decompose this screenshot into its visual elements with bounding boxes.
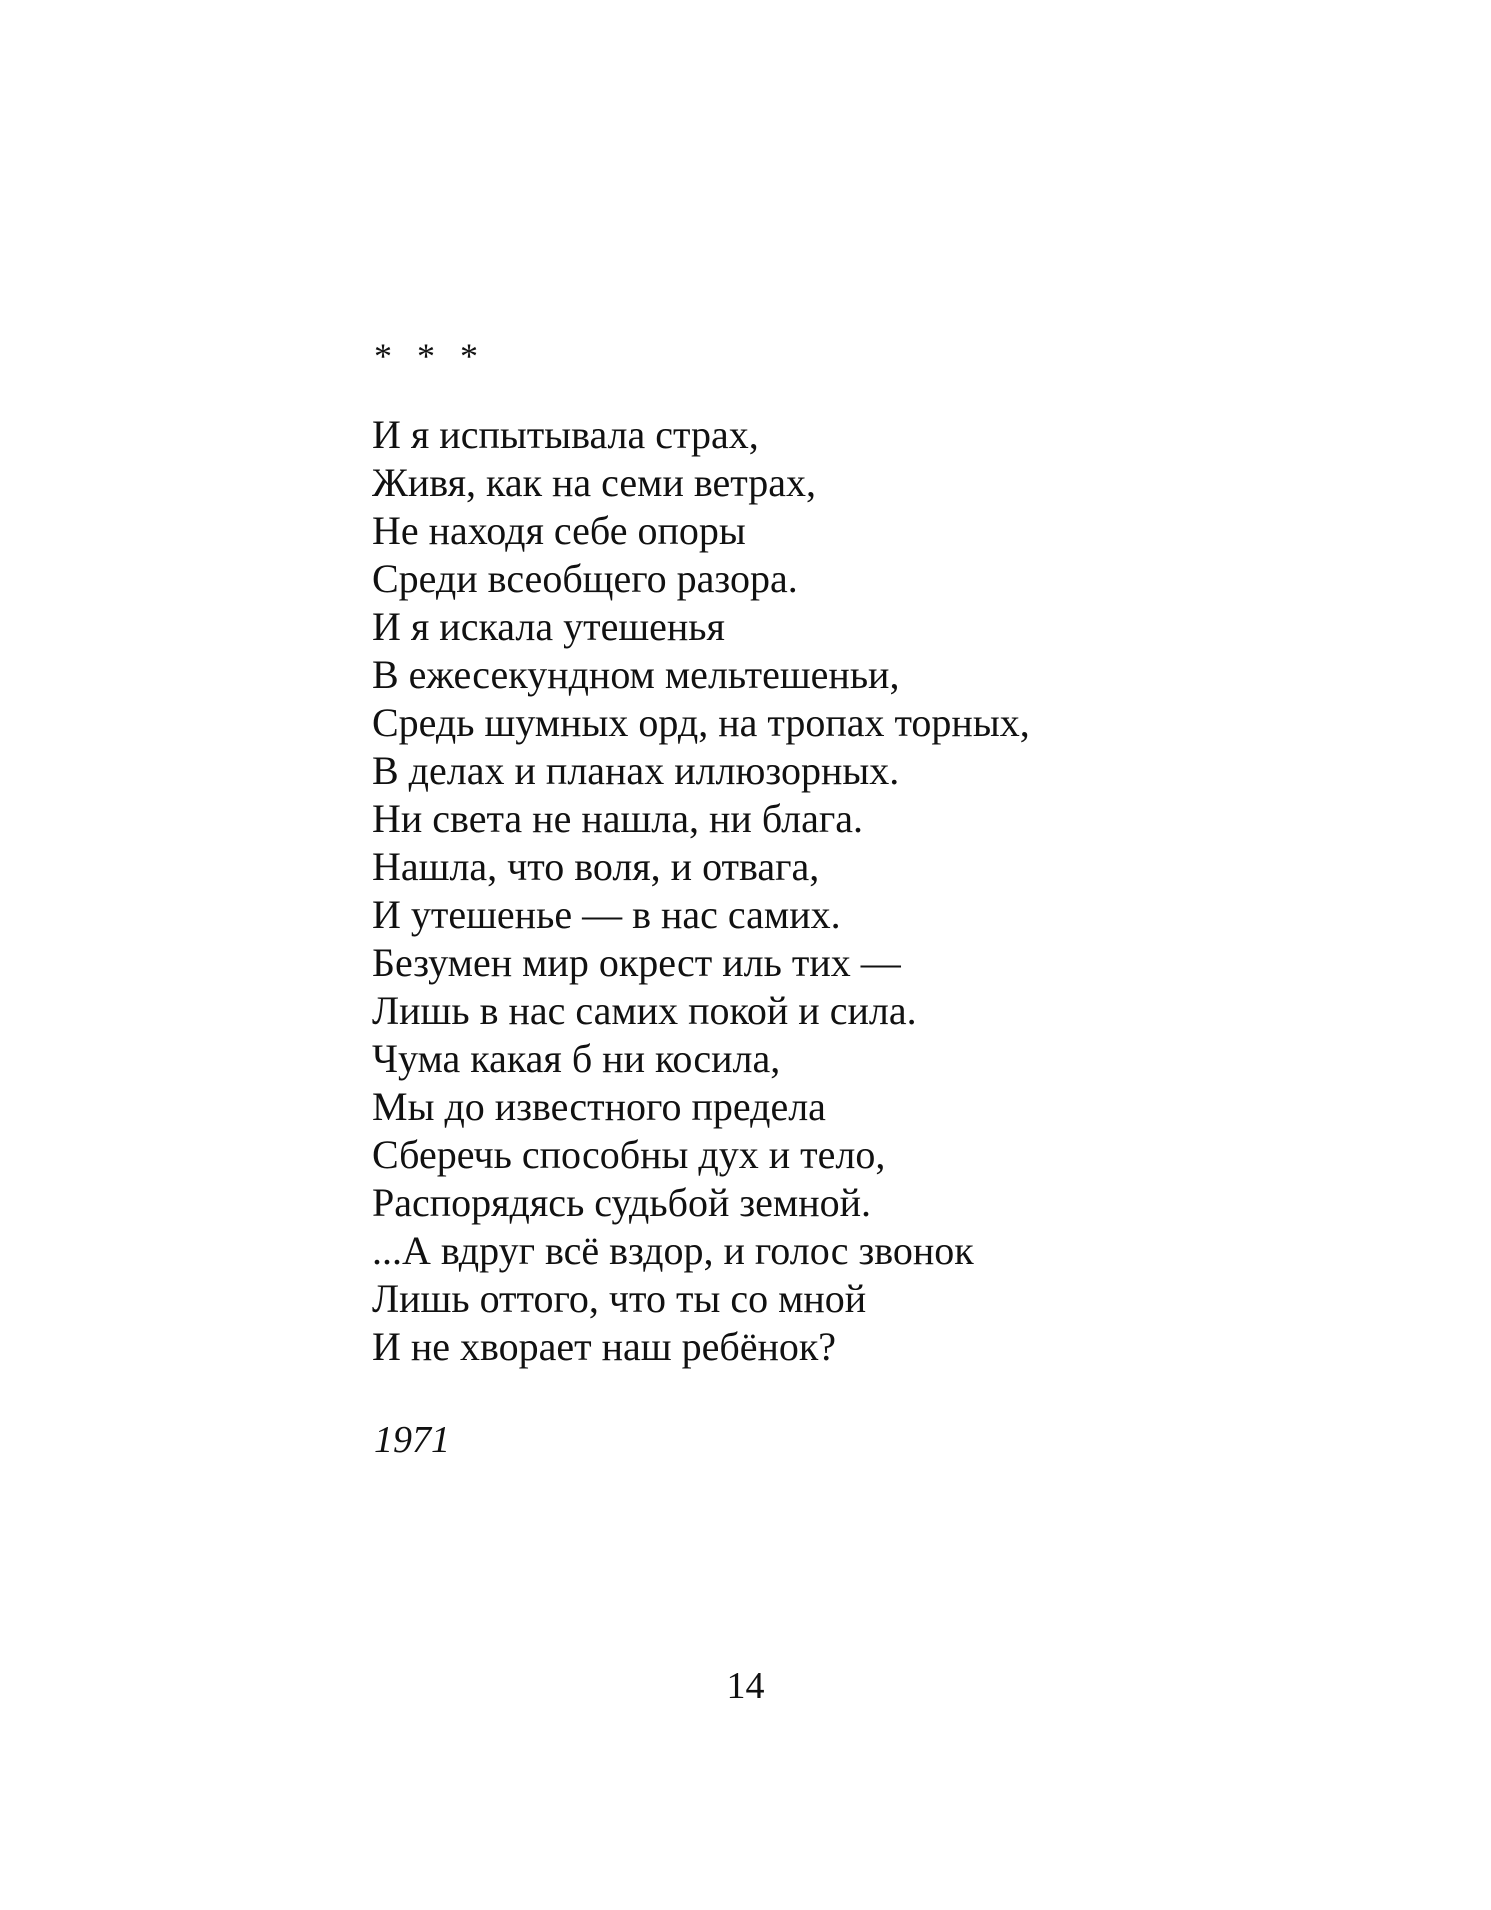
page-number: 14 <box>726 1665 765 1707</box>
poem-line: И я испытывала страх, <box>372 412 759 457</box>
poem-line: Лишь в нас самих покой и сила. <box>372 988 917 1033</box>
poem-line: И я искала утешенья <box>372 604 725 649</box>
poem-line: Средь шумных орд, на тропах торных, <box>372 700 1030 745</box>
poem-line: И утешенье — в нас самих. <box>372 892 841 937</box>
poem-year: 1971 <box>374 1419 450 1461</box>
poem-line: Нашла, что воля, и отвага, <box>372 844 820 889</box>
poem-line: Чума какая б ни косила, <box>372 1036 781 1081</box>
poem-line: Распорядясь судьбой земной. <box>372 1180 872 1225</box>
poem-line: Мы до известного предела <box>372 1084 826 1129</box>
poem-line: Лишь оттого, что ты со мной <box>372 1276 867 1321</box>
poem-line: Не находя себе опоры <box>372 508 746 553</box>
poem-line: ...А вдруг всё вздор, и голос звонок <box>372 1228 974 1273</box>
poem-line: Ни света не нашла, ни блага. <box>372 796 864 841</box>
poem-line: Сберечь способны дух и тело, <box>372 1132 886 1177</box>
poem-separator: * * * <box>374 336 486 376</box>
poem-line: Живя, как на семи ветрах, <box>372 460 817 505</box>
poem-line: Среди всеобщего разора. <box>372 556 798 601</box>
poem-line: В ежесекундном мельтешеньи, <box>372 652 900 697</box>
poem-line: И не хворает наш ребёнок? <box>372 1324 837 1369</box>
poem-line: В делах и планах иллюзорных. <box>372 748 900 793</box>
poem-body <box>372 411 1030 1371</box>
poem-line: Безумен мир окрест иль тих — <box>372 940 901 985</box>
